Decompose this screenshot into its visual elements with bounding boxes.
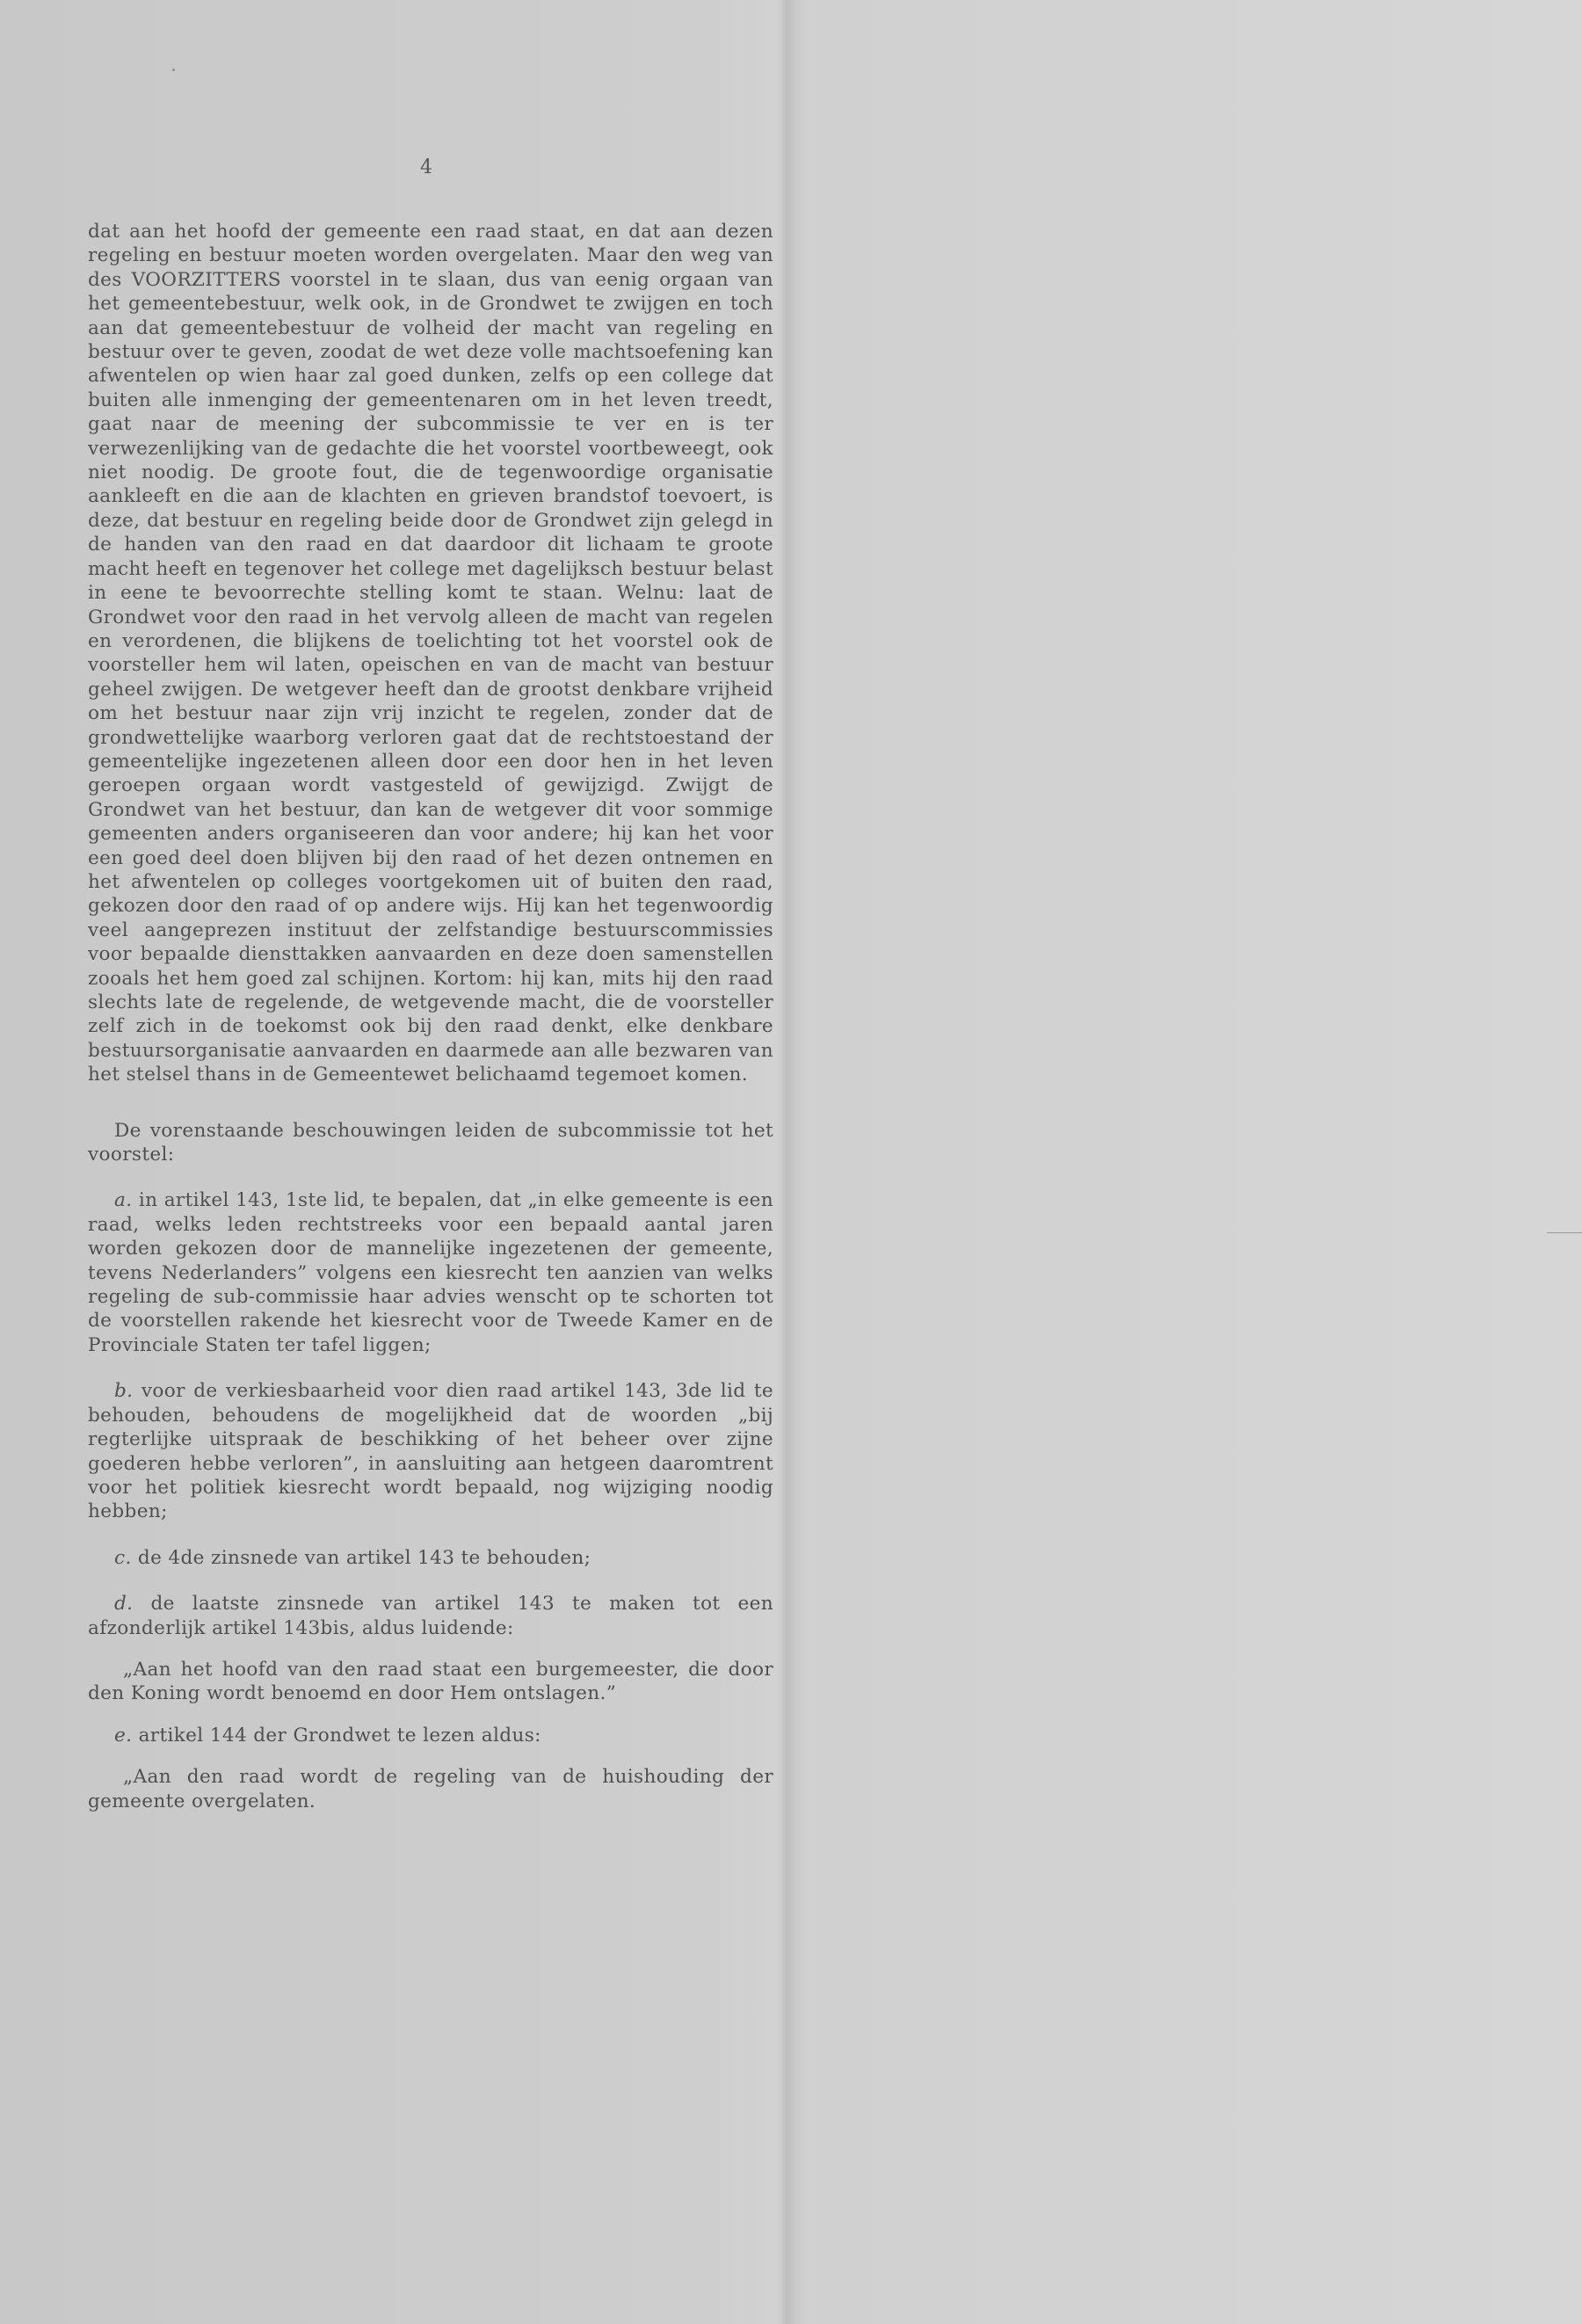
list-marker: e. <box>114 1724 133 1747</box>
quote-article-143bis: „Aan het hoofd van den raad staat een burgemeester, die door den Koning wordt benoemd en door Hem ontslagen.” <box>88 1658 773 1705</box>
list-item-text: voor de verkiesbaarheid voor dien raad artikel 143, 3de lid te behouden, behoudens de mogelijkheid dat de woorden „bij regterlijke uitspraak de beschikking of het beheer over zijne goederen hebbe verloren”, in aansluiting aan hetgeen daaromtrent voor het politiek kiesrecht wordt bepaald, nog wijziging noodig hebben; <box>88 1380 773 1523</box>
list-item-text: artikel 144 der Grondwet te lezen aldus: <box>138 1724 541 1747</box>
paragraph-main: dat aan het hoofd der gemeente een raad staat, en dat aan dezen regeling en bestuur moeten worden overgelaten. Maar den weg van des VOORZITTERS voorstel in te slaan, dus van eenig orgaan van het gemeentebestuur, welk ook, in de Grondwet te zwijgen en toch aan dat gemeentebestuur de volheid der macht van regeling en bestuur over te geven, zoodat de wet deze volle machtsoefening kan afwentelen op wien haar zal goed dunken, zelfs op een college dat buiten alle inmenging der gemeentenaren om in het leven treedt, gaat naar de meening der subcommissie te ver en is ter verwezenlijking van de gedachte die het voorstel voortbeweegt, ook niet noodig. De groote fout, die de tegenwoordige organisatie aankleeft en die aan de klachten en grieven brandstof toevoert, is deze, dat bestuur en regeling beide door de Grondwet zijn gelegd in de handen van den raad en dat daardoor dit lichaam te groote macht heeft en tegenover het college met dagelijksch bestuur belast in eene te bevoorrechte stelling komt te staan. Welnu: laat de Grondwet voor den raad in het vervolg alleen de macht van regelen en verordenen, die blijkens de toelichting tot het voorstel ook de voorsteller hem wil laten, opeischen en van de macht van bestuur geheel zwijgen. De wetgever heeft dan de grootst denkbare vrijheid om het bestuur naar zijn vrij inzicht te regelen, zonder dat de grondwettelijke waarborg verloren gaat dat de rechtstoestand der gemeentelijke ingezetenen alleen door een door hen in het leven geroepen orgaan wordt vastgesteld of gewijzigd. Zwijgt de Grondwet van het bestuur, dan kan de wetgever dit voor sommige gemeenten anders organiseeren dan voor andere; hij kan het voor een goed deel doen blijven bij den raad of het dezen ontnemen en het afwentelen op colleges voortgekomen uit of buiten den raad, gekozen door den raad of op andere wijs. Hij kan het tegenwoordig veel aangeprezen instituut der zelfstandige bestuurscommissies voor bepaalde diensttakken aanvaarden en deze doen samenstellen zooals het hem goed zal schijnen. Kortom: hij kan, mits hij den raad slechts late de regelende, de wetgevende macht, die de voorsteller zelf zich in de toekomst ook bij den raad denkt, elke denkbare bestuursorganisatie aanvaarden en daarmede aan alle bezwaren van het stelsel thans in de Gemeentewet belichaamd tegemoet komen. <box>88 221 773 1086</box>
list-marker: a. <box>114 1189 133 1212</box>
list-item-e <box>88 1724 773 1747</box>
list-marker: b. <box>114 1380 134 1403</box>
list-item-a <box>88 1188 773 1357</box>
quote-article-144: „Aan den raad wordt de regeling van de huishouding der gemeente overgelaten. <box>88 1766 773 1812</box>
list-item-d <box>88 1592 773 1640</box>
list-marker: c. <box>114 1546 132 1569</box>
list-marker: d. <box>114 1593 134 1616</box>
text-column <box>88 220 773 1813</box>
paragraph-intro: De vorenstaande beschouwingen leiden de subcommissie tot het voorstel: <box>88 1119 773 1166</box>
page-number: 4 <box>420 156 432 178</box>
list-item-text: in artikel 143, 1ste lid, te bepalen, dat „in elke gemeente is een raad, welks leden rechtstreeks voor een bepaald aantal jaren worden gekozen door de mannelijke ingezetenen der gemeente, tevens Nederlanders” volgens een kiesrecht ten aanzien van welks regeling de sub-commissie haar advies wenscht op te schorten tot de voorstellen rakende het kiesrecht voor de Tweede Kamer en de Provinciale Staten ter tafel liggen; <box>88 1189 773 1356</box>
list-item-text: de 4de zinsnede van artikel 143 te behouden; <box>137 1546 591 1569</box>
list-item-c <box>88 1546 773 1570</box>
list-item-b <box>88 1379 773 1523</box>
page-fold <box>780 0 793 2324</box>
speck <box>172 69 175 71</box>
list-item-text: de laatste zinsnede van artikel 143 te maken tot een afzonderlijk artikel 143bis, aldus luidende: <box>88 1593 774 1639</box>
margin-mark <box>1547 1232 1582 1233</box>
